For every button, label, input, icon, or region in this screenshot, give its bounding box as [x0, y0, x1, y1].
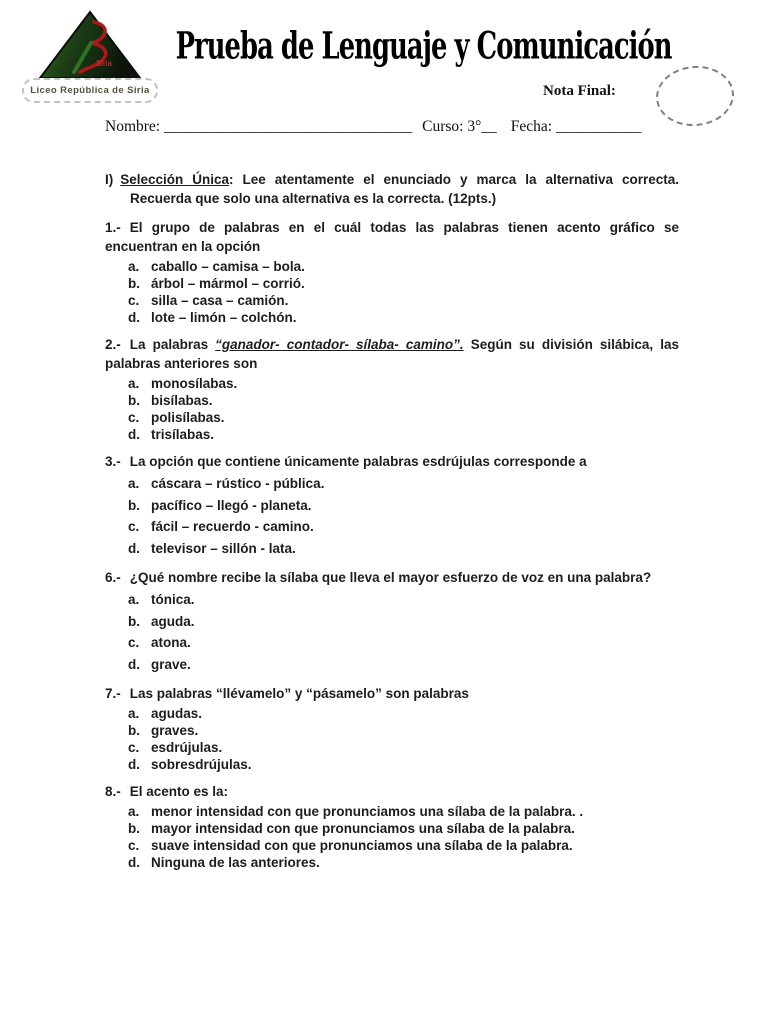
section-instruction: [105, 170, 679, 208]
question-quoted-words: “ganador- contador- sílaba- camino”.: [215, 337, 464, 352]
option-row: [128, 803, 679, 820]
option-text: tónica.: [151, 592, 195, 607]
school-name: Liceo República de Siria: [30, 85, 150, 96]
option-list: [105, 705, 679, 773]
option-letter: b.: [128, 723, 140, 738]
option-row: [128, 722, 679, 739]
option-letter: a.: [128, 706, 140, 721]
fecha-label: Fecha:: [510, 118, 553, 135]
option-text: mayor intensidad con que pronunciamos una sílaba de la palabra.: [151, 821, 575, 836]
option-letter: c.: [128, 635, 140, 650]
option-letter: b.: [128, 821, 140, 836]
page-title: Prueba de Lenguaje y Comunicación: [175, 24, 672, 68]
questions: [105, 218, 679, 871]
option-row: [128, 538, 679, 560]
question-number: 6.-: [105, 570, 121, 585]
question-text: [105, 335, 679, 373]
section-numeral: I): [105, 172, 114, 187]
nota-final-label: Nota Final:: [543, 83, 616, 99]
option-text: agudas.: [151, 706, 203, 721]
school-name-badge: [22, 78, 157, 103]
option-letter: b.: [128, 276, 140, 291]
option-list: [105, 803, 679, 871]
option-list: [105, 589, 679, 675]
school-logo: [20, 10, 160, 103]
option-letter: d.: [128, 757, 140, 772]
question-number: 8.-: [105, 784, 121, 799]
option-text: bisílabas.: [151, 393, 213, 408]
school-logo-triangle-icon: [38, 10, 142, 80]
option-row: [128, 426, 679, 443]
question-number: 2.-: [105, 337, 121, 352]
option-text: graves.: [151, 723, 199, 738]
question-text-main: El grupo de palabras en el cuál todas las palabras tienen acento gráfico se encuentran en la opción: [105, 220, 679, 254]
section-instruction-text: : Lee atentamente el enunciado y marca la alternativa correcta. Recuerda que solo una alternativa es la correcta. (12pts.): [130, 172, 680, 206]
option-row: [128, 392, 679, 409]
option-list: [105, 258, 679, 326]
question-number: 7.-: [105, 686, 121, 701]
option-row: [128, 837, 679, 854]
option-row: [128, 473, 679, 495]
option-letter: a.: [128, 592, 140, 607]
option-letter: c.: [128, 740, 140, 755]
question-text: [105, 218, 679, 256]
question-number: 1.-: [105, 220, 121, 235]
fecha-blank: ___________: [556, 118, 642, 135]
logo-inner-text: Siria: [96, 59, 113, 68]
option-text: lote – limón – colchón.: [151, 310, 297, 325]
question-text-main: La opción que contiene únicamente palabras esdrújulas corresponde a: [129, 454, 587, 469]
option-text: cáscara – rústico - pública.: [151, 476, 325, 491]
question-block: [105, 218, 679, 326]
option-row: [128, 258, 679, 275]
option-row: [128, 375, 679, 392]
option-letter: b.: [128, 393, 140, 408]
option-row: [128, 589, 679, 611]
option-text: árbol – mármol – corrió.: [151, 276, 305, 291]
student-fields-line: [105, 118, 705, 136]
option-row: [128, 409, 679, 426]
question-text: [105, 452, 679, 471]
question-text-after: Según su división silábica, las palabras anteriores son: [105, 337, 679, 371]
question-text-main: Las palabras “llévamelo” y “pásamelo” son palabras: [129, 686, 469, 701]
option-row: [128, 854, 679, 871]
option-letter: c.: [128, 838, 140, 853]
option-letter: b.: [128, 497, 140, 513]
section-heading: Selección Única: [120, 172, 230, 187]
option-row: [128, 495, 679, 517]
option-list: [105, 473, 679, 559]
option-row: [128, 756, 679, 773]
question-text-main: ¿Qué nombre recibe la sílaba que lleva el mayor esfuerzo de voz en una palabra?: [129, 570, 652, 585]
option-text: fácil – recuerdo - camino.: [151, 519, 314, 534]
option-text: menor intensidad con que pronunciamos una sílaba de la palabra. .: [151, 804, 584, 819]
option-text: polisílabas.: [151, 410, 225, 425]
option-letter: d.: [128, 855, 140, 870]
question-block: [105, 335, 679, 443]
test-body: [105, 170, 679, 880]
option-text: Ninguna de las anteriores.: [151, 855, 320, 870]
option-letter: c.: [128, 410, 140, 425]
question-text: [105, 782, 679, 801]
nombre-blank: ________________________________: [164, 118, 413, 135]
option-text: caballo – camisa – bola.: [151, 259, 305, 274]
question-text: [105, 568, 679, 587]
question-block: [105, 568, 679, 675]
option-letter: a.: [128, 476, 140, 491]
option-letter: d.: [128, 310, 140, 325]
option-letter: d.: [128, 427, 140, 442]
option-list: [105, 375, 679, 443]
option-text: atona.: [151, 635, 191, 650]
option-text: televisor – sillón - lata.: [151, 540, 296, 556]
option-letter: c.: [128, 519, 140, 534]
option-row: [128, 632, 679, 654]
option-row: [128, 309, 679, 326]
option-row: [128, 275, 679, 292]
question-text-main: El acento es la:: [129, 784, 229, 799]
option-letter: a.: [128, 804, 140, 819]
question-text: [105, 684, 679, 703]
option-row: [128, 654, 679, 676]
option-text: pacífico – llegó - planeta.: [151, 497, 312, 513]
question-block: [105, 452, 679, 559]
option-text: grave.: [151, 656, 191, 672]
option-letter: d.: [128, 656, 140, 672]
option-text: aguda.: [151, 613, 195, 629]
option-letter: c.: [128, 293, 140, 308]
option-row: [128, 516, 679, 538]
option-text: trisílabas.: [151, 427, 215, 442]
option-text: silla – casa – camión.: [151, 293, 289, 308]
option-text: suave intensidad con que pronunciamos una sílaba de la palabra.: [151, 838, 573, 853]
question-block: [105, 684, 679, 773]
option-text: sobresdrújulas.: [151, 757, 252, 772]
option-letter: a.: [128, 259, 140, 274]
option-row: [128, 739, 679, 756]
option-letter: d.: [128, 540, 140, 556]
option-text: monosílabas.: [151, 376, 238, 391]
option-letter: b.: [128, 613, 140, 629]
question-number: 3.-: [105, 454, 121, 469]
option-row: [128, 611, 679, 633]
option-letter: a.: [128, 376, 140, 391]
option-text: esdrújulas.: [151, 740, 223, 755]
question-block: [105, 782, 679, 871]
question-text-main: La palabras: [129, 337, 216, 352]
curso-label: Curso: 3°__: [422, 118, 497, 135]
option-row: [128, 820, 679, 837]
option-row: [128, 292, 679, 309]
option-row: [128, 705, 679, 722]
nombre-label: Nombre:: [105, 118, 161, 135]
